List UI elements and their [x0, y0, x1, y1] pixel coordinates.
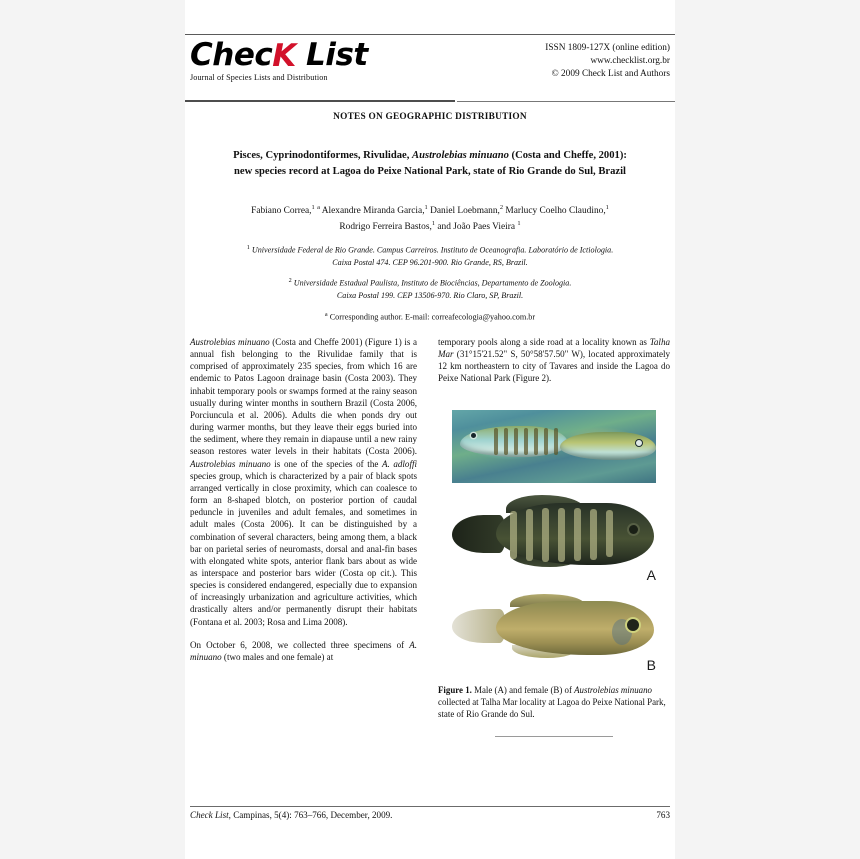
- species-name-italic: Austrolebias minuano: [190, 458, 271, 469]
- habitat-fish-left-eye: [471, 433, 476, 438]
- habitat-fish-right-eye: [635, 439, 643, 447]
- paragraph-intro-text-3: species group, which is characterized by a pair of black spots arranged vertically in close proximity, which can coalesce to form an 8-shaped blotch, on posterior portion of caudal peduncle in juveniles and adult females, and sometimes in adult males (Costa 2006). It can be distinguished by a combination of several characters, being among them, a black bar on parietal series of neuromasts, dorsal and anal-fin bases with elongated white spots, anterior flank bars about as wide as interspace and posterior bars wider (Costa op cit.). This species is considered endangered, especially due to expansion of increasingly urbanization and agriculture activities, which drastically alters and/or permanently disrupt their habitats (Fontana et al. 2003; Rosa and Lima 2008).: [190, 470, 417, 627]
- issn-line: ISSN 1809-127X (online edition): [545, 43, 670, 53]
- body-column-right: [438, 336, 670, 396]
- footer-journal-name: Check List: [190, 810, 229, 820]
- panel-label-b: B: [646, 657, 656, 673]
- journal-logo-subtitle: Journal of Species Lists and Distribution: [190, 73, 328, 82]
- author-marker: 1: [424, 204, 428, 211]
- document-page: [185, 0, 675, 859]
- affiliation-1-line2: Caixa Postal 474. CEP 96.201-900. Rio Grande, RS, Brazil.: [332, 257, 528, 267]
- figure-caption-text-2: collected at Talha Mar locality at Lagoa do Peixe National Park, state of Rio Grande do Sul.: [438, 697, 666, 720]
- journal-logo-k: K: [272, 38, 296, 74]
- footer-rule: [190, 806, 670, 807]
- authors-line-2: Rodrigo Ferreira Bastos,$^1$ and João Paes Vieira $^1$: [339, 220, 521, 233]
- paragraph-intro-text-1: (Costa and Cheffe 2001) (Figure 1) is a annual fish belonging to the Rivulidae family that is comprised of approximately 235 species, from which 16 are endemic to Patos Lagoon drainage basin (Costa 2003). They inhabit temporary pools or swamps formed at the rainy season usually during winter months in southern Brazil (Costa 2006, Porciuncula et al. 2006). Adults die when ponds dry out during warmer months, but they leave their eggs buried into the sediment, where they remain in diapause until a new rainy season restores water levels in their habitats (Costa 2006).: [190, 337, 418, 457]
- male-specimen-photo: [452, 495, 656, 569]
- figure-panel-a: [438, 483, 670, 587]
- figure-panel-b: [438, 587, 670, 677]
- footer-citation-text: , Campinas, 5(4): 763–766, December, 2009.: [228, 810, 393, 820]
- affiliations: [210, 243, 650, 324]
- author-marker: 1: [431, 220, 436, 228]
- figure-photo-habitat: [438, 410, 670, 483]
- affiliation-2-line1: Universidade Estadual Paulista, Instituto de Biociências, Departamento de Zoologia.: [293, 278, 572, 288]
- corresponding-author: [210, 310, 650, 324]
- copyright-line: © 2009 Check List and Authors: [551, 69, 670, 80]
- affiliation-1-line1: Universidade Federal de Rio Grande. Campus Carreiros. Instituto de Oceanografia. Laboratório de Ictiologia.: [251, 245, 614, 255]
- habitat-fish-left: [460, 426, 568, 457]
- title-pre: Pisces, Cyprinodontiformes, Rivulidae,: [233, 150, 413, 161]
- issn-block: [545, 42, 670, 82]
- figure-caption-text-1: Male (A) and female (B) of: [471, 685, 575, 695]
- affiliation-2: [210, 276, 650, 302]
- species-name-italic: Austrolebias minuano: [190, 337, 270, 347]
- habitat-fish-right: [560, 432, 656, 460]
- author-marker: 1: [517, 220, 521, 228]
- section-kicker: NOTES ON GEOGRAPHIC DISTRIBUTION: [333, 112, 527, 122]
- author-marker: 2: [499, 204, 504, 211]
- author-marker: 1: [605, 204, 609, 211]
- figure-1: [438, 410, 670, 737]
- journal-website: www.checklist.org.br: [590, 56, 670, 67]
- female-specimen-photo: [452, 593, 656, 659]
- species-abbrev-italic: A. minuano: [190, 639, 417, 662]
- affiliation-marker: 1: [246, 244, 250, 251]
- paragraph-locality: [438, 336, 670, 385]
- masthead-top-rule: [185, 34, 675, 35]
- journal-logo-wordmark: [190, 37, 440, 74]
- journal-logo-part1: Chec: [190, 37, 273, 73]
- male-eye: [629, 525, 638, 534]
- female-eye: [625, 617, 641, 633]
- title-species: Austrolebias minuano: [412, 150, 509, 161]
- affiliation-2-line2: Caixa Postal 199. CEP 13506-970. Rio Claro, SP, Brazil.: [336, 291, 524, 301]
- figure-caption-species: Austrolebias minuano: [574, 685, 652, 695]
- paragraph-collection: [190, 639, 417, 663]
- paragraph-intro: [190, 336, 417, 628]
- footer-page-number: 763: [656, 810, 670, 820]
- panel-label-a: A: [646, 567, 656, 583]
- masthead: [185, 37, 675, 98]
- masthead-rule-right: [457, 101, 675, 102]
- title-post: (Costa and Cheffe, 2001):: [508, 150, 627, 161]
- corresponding-marker: a: [324, 310, 328, 318]
- affiliation-1: [210, 243, 650, 269]
- author-marker: 1: [311, 204, 315, 211]
- male-flank-bars: [496, 503, 654, 565]
- body-column-left: [190, 336, 417, 674]
- title-line2: new species record at Lagoa do Peixe National Park, state of Rio Grande do Sul, Brazil: [233, 165, 627, 177]
- paragraph-locality-text-2: (31°15'21.52" S, 50°58'57.50" W), located approximately 12 km northeastern to city of Tavares and inside the Lagoa do Peixe National Park (Figure 2).: [438, 349, 670, 384]
- masthead-rule-left: [185, 100, 455, 102]
- paragraph-intro-text-2: is one of the species of the: [270, 458, 382, 469]
- journal-logo-part2: List: [295, 37, 368, 73]
- locality-name-italic: Talha Mar: [438, 337, 670, 360]
- figure-caption-label: Figure 1.: [438, 685, 472, 695]
- figure-caption: [438, 684, 670, 720]
- footer-citation: [190, 810, 392, 820]
- corresponding-author-text: Corresponding author. E-mail: correafecologia@yahoo.com.br: [329, 312, 536, 322]
- caption-divider: [495, 736, 613, 737]
- male-body: [496, 503, 654, 565]
- paragraph-collection-text-1: On October 6, 2008, we collected three specimens of: [190, 639, 410, 650]
- journal-logo: [190, 37, 440, 82]
- habitat-fish-left-bars: [460, 426, 568, 457]
- species-group-italic: A. adloffi: [381, 458, 417, 469]
- authors-line-1: Fabiano Correa,$^1$ $^a$ Alexandre Miranda Garcia,$^1$ Daniel Loebmann,$^2$ Marlucy Coelho Claudino,$^1$: [251, 204, 609, 217]
- paragraph-locality-text-1: temporary pools along a side road at a locality known as: [438, 337, 650, 347]
- habitat-photo-image: [452, 410, 656, 483]
- affiliation-marker: 2: [288, 277, 292, 285]
- author-list: [207, 203, 653, 236]
- paragraph-collection-text-2: (two males and one female) at: [221, 651, 334, 662]
- page-footer: [190, 810, 670, 820]
- author-marker-corresponding: a: [317, 204, 320, 211]
- page-title: [210, 148, 650, 180]
